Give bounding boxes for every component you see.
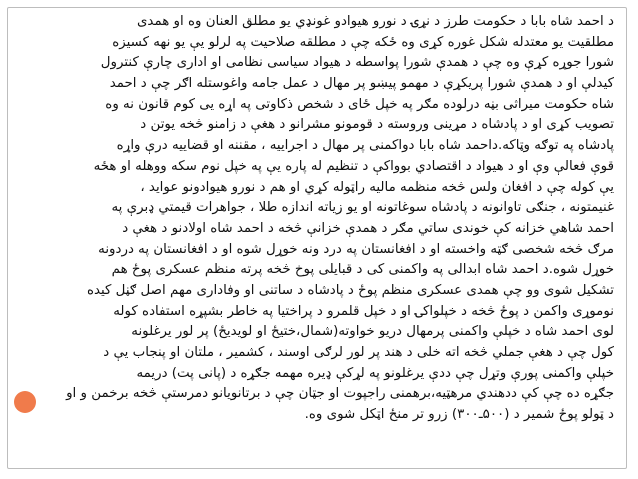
text-line-9: یې کوله چې د افغان ولس څخه منظمه مالیه راټوله کړي او هم د نورو هیوادونو عواید ، — [140, 179, 614, 195]
text-line-19: جګړه ده چې کې ددهندي مرهټیه،برهمنی راجپوت او جټان چې د برتانویانو دمرستې څخه برخمن و او — [66, 386, 614, 402]
text-line-8: قوې فعالې وې او د هیواد د اقتصادي بوواکې د تنظیم له پاره یې په خپل نوم سکه ووهله او هځه — [93, 158, 614, 174]
body-text — [14, 12, 614, 426]
text-line-1: د احمد شاه بابا د حکومت طرز د نړۍ د نورو هیوادو غونډي یو مطلق العنان وه او همدی — [136, 14, 614, 29]
text-line-2: مطلقیت یو معتدله شکل غوره کړی وه ځکه چې د مطلقه صلاحیت په لرلو یې یو نهه کسیزه — [112, 34, 614, 50]
text-line-6: تصویب کړی او د پادشاه د مړینی وروسته د قومونو مشرانو د هغې د زامنو څخه یوتن د — [140, 117, 614, 133]
text-line-14: تشکیل شوی وو چې همدی عسکری منظم پوځ د پادشاه د ساتنی او وفاداری مهم اصل ګڼل کیده — [86, 282, 614, 298]
text-line-4: کیدلې او د همدې شورا پریکړې د مهمو پیښو پر مهال د عمل جامه واغوستله اګر چې د احمد — [109, 76, 614, 92]
text-line-17: کول چې د هغې جملي څخه اته خلی د هند پر لور لرګی اوسند ، کشمیر ، ملتان او پنجاب یې د — [103, 345, 614, 360]
text-line-12: مرګ څخه شخصی ګټه واخسته او د افغانستان په درد ونه خوړل شوه او د افغانستان په دردونه — [98, 241, 614, 257]
text-line-13: خوړل شوه.د احمد شاه ابدالی په واکمنی کی د قبایلی پوخ څخه پرته منظم عسکری پوځ هم — [111, 262, 614, 278]
text-line-15: نوموړی واکمن د پوځ څخه د خپلواکۍ او د خپل قلمرو د پراختیا په خاطر بشپړه استفاده کوله — [113, 303, 614, 319]
orange-bullet-dot — [14, 391, 36, 413]
text-line-11: احمد شاهي خزانه کې خوندی ساتي مګر د همدې خزانې څخه د احمد شاه اولادنو د هغې د — [122, 220, 614, 236]
text-line-7: پادشاه په توګه وټاکه.داحمد شاه بابا دواکمنی پر مهال د اجراییه ، مقننه او قضاییه درې واړه — [116, 138, 614, 154]
text-line-16: لوی احمد شاه د خپلې واکمنی پرمهال دریو خواوته(شمال،ختیځ او لویدیځ) پر لور یرغلونه — [131, 324, 614, 340]
text-line-20: د ټولو پوځ شمیر د (۵۰۰ـ۳۰۰) زرو تر منځ اټکل شوی وه. — [304, 407, 614, 423]
text-line-10: غنیمتونه ، جنګی تاوانونه د پادشاه سوغاتونه او یو زیاته اندازه طلا ، جواهرات قیمتي ډبرې په — [111, 200, 614, 216]
text-line-5: شاه حکومت میراثی بڼه درلوده مګر په خپل ځای د شخص ذکاوتی په اړه یی کوم قانون نه وه — [105, 96, 614, 112]
text-line-3: شورا جوړه کړې وه چې د همدې شورا پواسطه د هیواد سیاسی نظامی او اداری چارې کنترول — [100, 55, 614, 71]
text-line-18: خپلې واکمنی پورې وتړل چې ددې یرغلونو په لړکې ډیره مهمه جګړه د (پانی پت) دریمه — [136, 365, 614, 381]
